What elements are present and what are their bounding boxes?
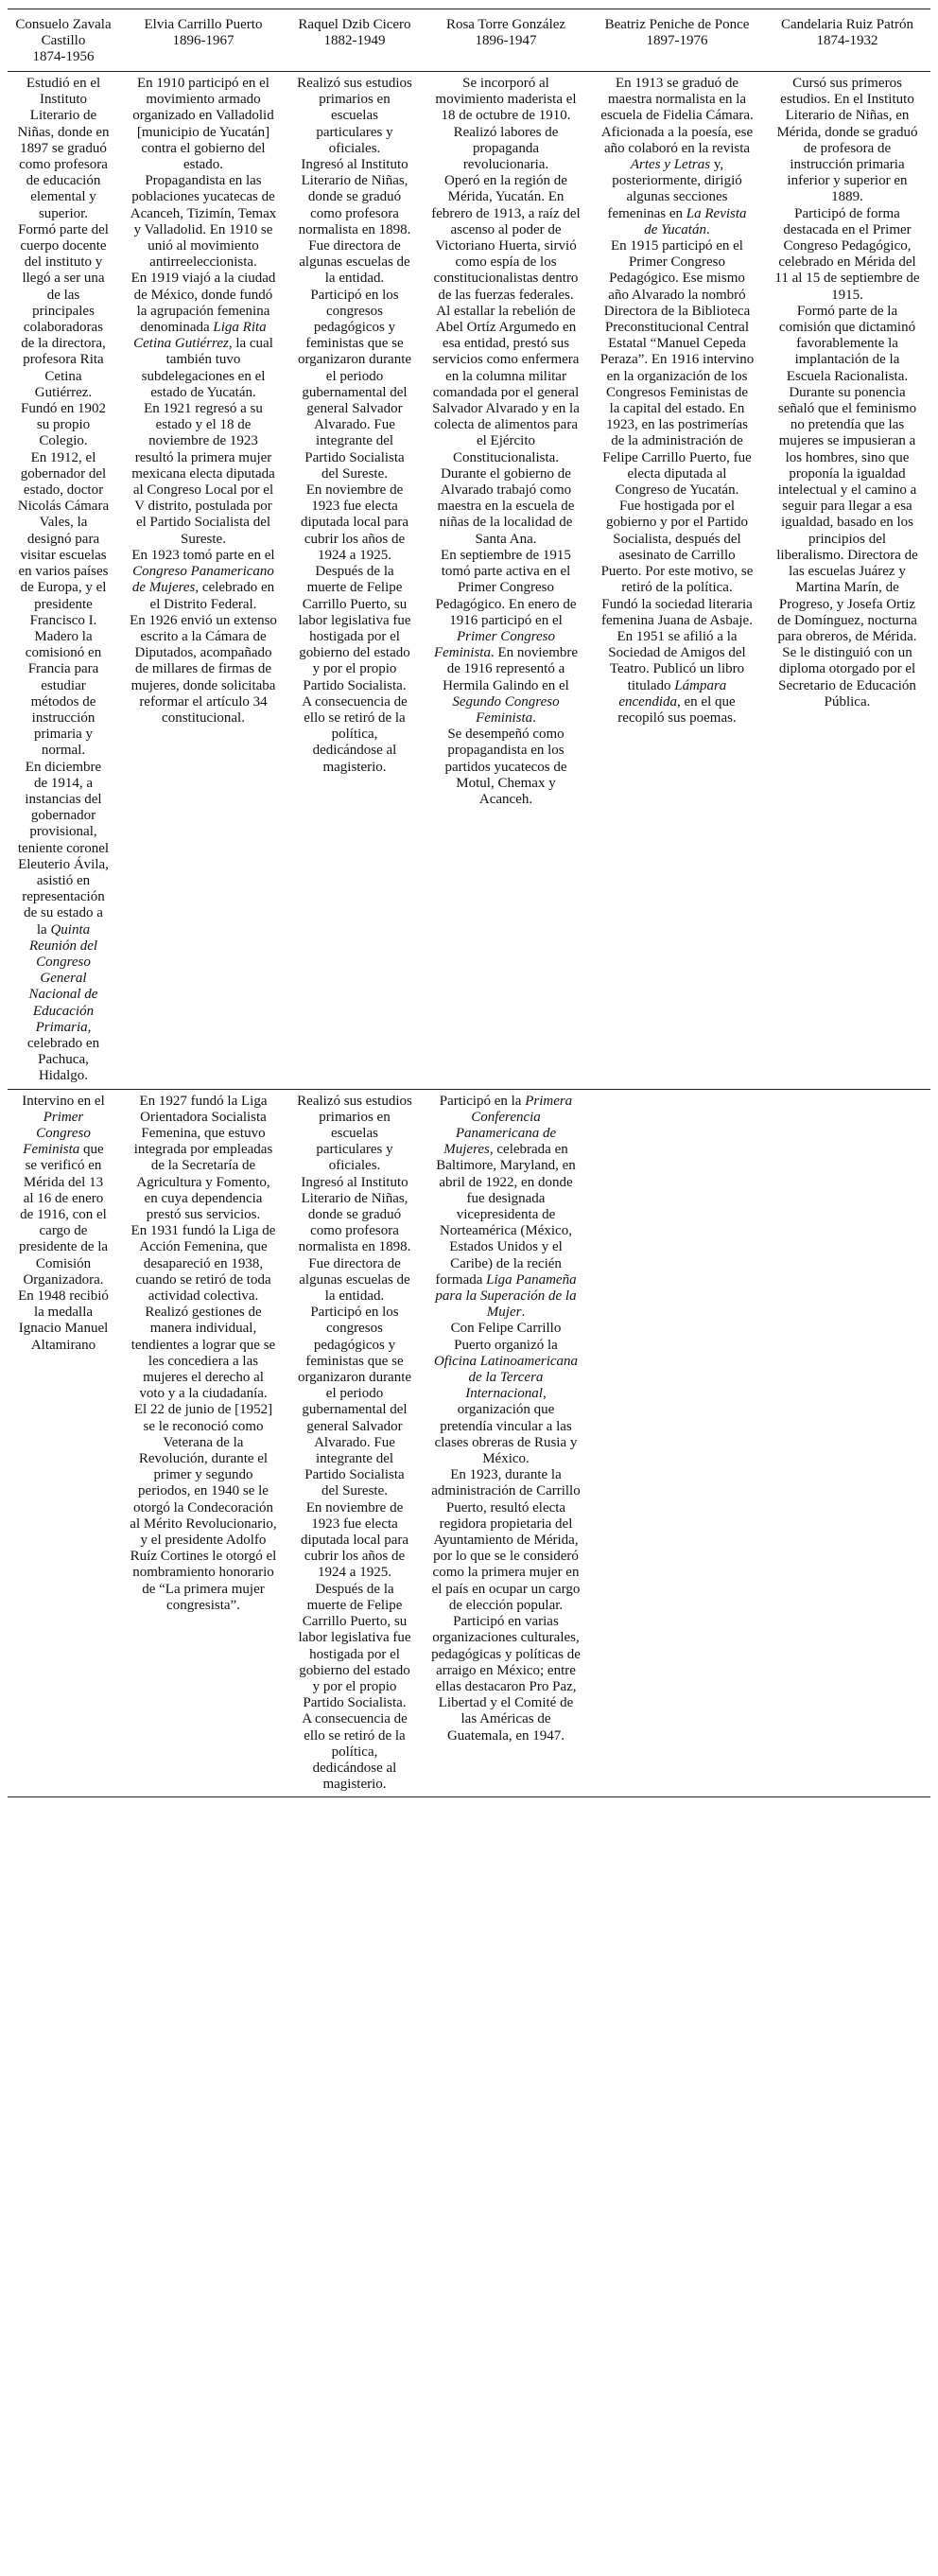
text-run: En 1923 tomó parte en el	[131, 547, 275, 563]
cell-paragraph: Formó parte de la comisión que dictaminó favorablemente la implantación de la Escuela Racionalista. Durante su ponencia señaló que el feminismo no pretendía que las mujeres se impusieran a los hombres, sino que proponía la igualdad intelectual y el camino a seguir para llegar a esa igualdad, basado en los principios del liberalismo. Directora de las escuelas Juárez y Martina Marín, de Progreso, y Josefa Ortiz de Domínguez, nocturna para obreros, de Mérida. Se le distinguió con un diploma otorgado por el Secretario de Educación Pública.	[776, 303, 918, 710]
cell-paragraph: Participó en los congresos pedagógicos y feministas que se organizaron durante el periodo gubernamental del general Salvador Alvarado. Fue integrante del Partido Socialista del Sureste.	[297, 287, 412, 482]
table-cell-torre-2	[422, 1089, 590, 1797]
cell-paragraph: En 1948 recibió la medalla Ignacio Manuel Altamirano	[18, 1288, 109, 1353]
cell-paragraph: En 1923, durante la administración de Carrillo Puerto, resultó electa regidora propietaria del Ayuntamiento de Mérida, por lo que se le consideró como la primera mujer en el país en ocupar un cargo de elección popular.	[431, 1467, 581, 1613]
text-run: En 1913 se graduó de maestra normalista en la escuela de Fidelia Cámara. Aficionada a la poesía, ese año colaboró en la revista	[600, 76, 754, 156]
cell-paragraph: Fundó en 1902 su propio Colegio.	[21, 401, 106, 449]
text-run: Fundó la sociedad literaria femenina Juana de Asbaje. En 1951 se afilió a la Sociedad de Amigos del Teatro. Publicó un libro titulado	[601, 596, 753, 693]
table-cell-ruiz-2	[764, 1089, 930, 1797]
text-run: , celebrado en el Distrito Federal.	[149, 580, 275, 612]
cell-paragraph: Ingresó al Instituto Literario de Niñas, donde se graduó como profesora normalista en 1898.	[298, 1174, 411, 1255]
cell-paragraph: Durante el gobierno de Alvarado trabajó como maestra en la escuela de niñas de la localidad de Santa Ana.	[437, 465, 575, 547]
text-run: En diciembre de 1914, a instancias del gobernador provisional, teniente coronel Eleuterio Ávila, asistió en representación de su estado a la	[17, 759, 110, 938]
cell-paragraph: Participó de forma destacada en el Primer Congreso Pedagógico, celebrado en Mérida del 11 al 15 de septiembre de 1915.	[774, 205, 920, 303]
cell-paragraph: En noviembre de 1923 fue electa diputada local para cubrir los años de 1924 a 1925.	[300, 1499, 409, 1581]
cell-paragraph	[129, 271, 278, 401]
cell-paragraph: Estudió en el Instituto Literario de Niñas, donde en 1897 se graduó como profesora de educación elemental y superior.	[17, 76, 110, 221]
text-run: y, posteriormente, dirigió algunas secciones femeninas en	[607, 157, 742, 221]
cell-paragraph: Se incorporó al movimiento maderista el 18 de octubre de 1910. Realizó labores de propaganda revolucionaria.	[435, 76, 577, 173]
column-header-zavala	[8, 9, 119, 72]
table-cell-zavala-2	[8, 1089, 119, 1797]
table-cell-carrillo-2	[119, 1089, 287, 1797]
cell-paragraph: En 1926 envió un extenso escrito a la Cámara de Diputados, acompañado de millares de firmas de mujeres, donde solicitaba reformar el artículo 34 constitucional.	[130, 612, 277, 726]
header-row	[8, 9, 930, 72]
cell-paragraph: Realizó sus estudios primarios en escuelas particulares y oficiales.	[297, 76, 412, 156]
cell-paragraph	[129, 548, 278, 613]
cell-paragraph: Participó en varias organizaciones culturales, pedagógicas y políticas de arraigo en México; entre ellas destacaron Pro Paz, Libertad y el Comité de las Américas de Guatemala, en 1947.	[431, 1614, 581, 1744]
cell-paragraph	[431, 1321, 581, 1467]
table-cell-carrillo-1	[119, 72, 287, 1090]
cell-paragraph	[17, 1094, 110, 1288]
cell-paragraph: Fue hostigada por el gobierno y por el Partido Socialista, después del asesinato de Carrillo Puerto. Por este motivo, se retiró de la política.	[600, 499, 754, 596]
cell-paragraph: Fue directora de algunas escuelas de la entidad.	[299, 1255, 410, 1305]
column-header-years: 1896-1967	[172, 33, 234, 48]
text-run: En septiembre de 1915 tomó parte activa en el Primer Congreso Pedagógico. En enero de 1916 participó en el	[435, 547, 577, 628]
cell-paragraph: Fue directora de algunas escuelas de la entidad.	[299, 238, 410, 287]
column-header-years: 1882-1949	[323, 33, 386, 48]
table-cell-peniche-2	[590, 1089, 764, 1797]
table-cell-dzib-2	[287, 1089, 422, 1797]
italic-title: Liga Rita Cetina Gutiérrez	[133, 320, 267, 352]
cell-paragraph	[599, 76, 755, 238]
table-cell-torre-1	[422, 72, 590, 1090]
text-run: , en el que recopiló sus poemas.	[617, 693, 737, 726]
italic-title: Primera Conferencia Panamericana de Mujeres	[443, 1093, 573, 1158]
italic-title: Oficina Latinoamericana de la Tercera Internacional	[433, 1353, 579, 1402]
cell-paragraph: Propagandista en las poblaciones yucatecas de Acanceh, Tizimín, Temax y Valladolid. En 1910 se unió al movimiento antirreeleccionista.	[130, 173, 277, 271]
column-header-name: Beatriz Peniche de Ponce	[604, 17, 750, 32]
column-header-years: 1896-1947	[475, 33, 537, 48]
text-run: que se verificó en Mérida del 13 al 16 de enero de 1916, con el cargo de presidente de la Comisión Organizadora.	[18, 1142, 109, 1288]
italic-title: La Revista de Yucatán	[644, 205, 747, 237]
column-header-years: 1874-1956	[32, 49, 95, 64]
text-run: , la cual también tuvo subdelegaciones en el estado de Yucatán.	[141, 336, 273, 400]
cell-paragraph: Después de la muerte de Felipe Carrillo Puerto, su labor legislativa fue hostigada por el gobierno del estado y por el propio Partido Socialista. A consecuencia de ello se retiró de la política, dedicándose al magisterio.	[298, 564, 411, 775]
cell-paragraph: El 22 de junio de [1952] se le reconoció como Veterana de la Revolución, durante el primer y segundo periodos, en 1940 se le otorgó la Condecoración al Mérito Revolucionario, y el presidente Adolfo Ruíz Cortines le otorgó el nombramiento honorario de “La primera mujer congresista”.	[130, 1402, 277, 1613]
cell-paragraph: Participó en los congresos pedagógicos y feministas que se organizaron durante el periodo gubernamental del general Salvador Alvarado. Fue integrante del Partido Socialista del Sureste.	[297, 1305, 412, 1499]
column-header-carrillo	[119, 9, 287, 72]
cell-paragraph: Realizó sus estudios primarios en escuelas particulares y oficiales.	[297, 1093, 412, 1174]
cell-paragraph: En 1931 fundó la Liga de Acción Femenina, que desapareció en 1938, cuando se retiró de toda actividad colectiva. Realizó gestiones de manera individual, tendientes a lograr que se les concediera a las mujeres el derecho al voto y a la ciudadanía.	[130, 1223, 276, 1402]
italic-title: Segundo Congreso Feminista	[452, 693, 560, 726]
text-run: , celebrada en Baltimore, Maryland, en abril de 1922, en donde fue designada vicepresidenta de Norteamérica (México, Estados Unidos y el Caribe) de la recién formada	[435, 1142, 576, 1288]
text-run: . En noviembre de 1916 representó a Hermila Galindo en el	[443, 645, 579, 693]
column-header-years: 1897-1976	[646, 33, 708, 48]
cell-paragraph: Operó en la región de Mérida, Yucatán. En febrero de 1913, a raíz del ascenso al poder de Victoriano Huerta, sirvió como espía de los constitucionalistas dentro de las fuerzas federales.	[431, 173, 581, 303]
italic-title: Congreso Panamericano de Mujeres	[131, 564, 274, 596]
cell-paragraph	[17, 760, 110, 1085]
table-cell-peniche-1	[590, 72, 764, 1090]
text-run: .	[705, 221, 710, 237]
italic-title: Artes y Letras	[630, 157, 711, 173]
cell-paragraph: Cursó sus primeros estudios. En el Instituto Literario de Niñas, en Mérida, donde se graduó de profesora de instrucción primaria inferior y superior en 1889.	[776, 76, 918, 205]
text-run: .	[532, 710, 536, 726]
cell-paragraph	[431, 548, 581, 727]
column-header-name: Rosa Torre González	[445, 17, 566, 32]
text-run: Con Felipe Carrillo Puerto organizó la	[450, 1321, 562, 1353]
text-run: Intervino en el	[22, 1093, 105, 1109]
table-cell-dzib-1	[287, 72, 422, 1090]
cell-paragraph: En 1912, el gobernador del estado, doctor Nicolás Cámara Vales, la designó para visitar escuelas en varios países de Europa, y el presidente Francisco I. Madero la comisionó en Francia para estudiar métodos de instrucción primaria y normal.	[17, 449, 110, 759]
italic-title: Primer Congreso Feminista	[433, 628, 556, 661]
italic-title: Quinta Reunión del Congreso General Nacional de Educación Primaria	[28, 921, 98, 1035]
column-header-ruiz	[764, 9, 930, 72]
text-run: , organización que pretendía vincular a las clases obreras de Rusia y México.	[434, 1386, 578, 1467]
cell-paragraph	[599, 597, 755, 727]
cell-paragraph: Se desempeñó como propagandista en los partidos yucatecos de Motul, Chemax y Acanceh.	[444, 727, 567, 807]
text-run: , celebrado en Pachuca, Hidalgo.	[26, 1019, 100, 1084]
column-header-years: 1874-1932	[816, 33, 878, 48]
cell-paragraph: En 1910 participó en el movimiento armado organizado en Valladolid [municipio de Yucatán] contra el gobierno del estado.	[132, 76, 274, 173]
cell-paragraph: Ingresó al Instituto Literario de Niñas, donde se graduó como profesora normalista en 1898.	[298, 157, 411, 237]
column-header-name: Elvia Carrillo Puerto	[144, 17, 263, 32]
table-row	[8, 72, 930, 1090]
text-run: En 1919 viajó a la ciudad de México, donde fundó la agrupación femenina denominada	[130, 271, 276, 336]
column-header-peniche	[590, 9, 764, 72]
column-header-torre	[422, 9, 590, 72]
italic-title: Primer Congreso Feminista	[23, 1109, 91, 1158]
column-header-name: Raquel Dzib Cicero	[298, 17, 411, 32]
cell-paragraph: En 1915 participó en el Primer Congreso Pedagógico. Ese mismo año Alvarado la nombró Directora de la Biblioteca Preconstitucional Central Estatal “Manuel Cepeda Peraza”. En 1916 intervino en la organización de los Congresos Feministas de la capital del estado. En 1923, en las postrimerías de la administración de Felipe Carrillo Puerto, fue electa diputada al Congreso de Yucatán.	[599, 238, 755, 499]
cell-paragraph: En 1921 regresó a su estado y el 18 de noviembre de 1923 resultó la primera mujer mexicana electa diputada al Congreso Local por el V distrito, postulada por el Partido Socialista del Sureste.	[131, 401, 275, 547]
table-row	[8, 1089, 930, 1797]
cell-paragraph: En 1927 fundó la Liga Orientadora Socialista Femenina, que estuvo integrada por empleadas de la Secretaría de Agricultura y Fomento, en cuya dependencia prestó sus servicios.	[133, 1093, 273, 1223]
cell-paragraph: Al estallar la rebelión de Abel Ortíz Argumedo en esa entidad, prestó sus servicios como enfermera en la columna militar comandada por el general Salvador Alvarado y en la colecta de alimentos para el Ejército Constitucionalista.	[432, 303, 580, 465]
column-header-name: Consuelo Zavala Castillo	[15, 17, 112, 48]
cell-paragraph	[431, 1094, 581, 1322]
italic-title: Liga Panameña para la Superación de la Mujer	[435, 1271, 577, 1321]
column-header-dzib	[287, 9, 422, 72]
table-cell-ruiz-1	[764, 72, 930, 1090]
text-run: Participó en la	[439, 1093, 526, 1109]
table-cell-zavala-1	[8, 72, 119, 1090]
cell-paragraph: Después de la muerte de Felipe Carrillo Puerto, su labor legislativa fue hostigada por el gobierno del estado y por el propio Partido Socialista. A consecuencia de ello se retiró de la política, dedicándose al magisterio.	[298, 1581, 411, 1793]
text-run: .	[521, 1305, 526, 1321]
italic-title: Lámpara encendida	[618, 677, 727, 710]
column-header-name: Candelaria Ruiz Patrón	[781, 17, 913, 32]
cell-paragraph: En noviembre de 1923 fue electa diputada local para cubrir los años de 1924 a 1925.	[300, 482, 409, 563]
biographies-table	[8, 9, 930, 1797]
cell-paragraph: Formó parte del cuerpo docente del instituto y llegó a ser una de las principales colaboradoras de la directora, profesora Rita Cetina Gutiérrez.	[18, 221, 109, 400]
